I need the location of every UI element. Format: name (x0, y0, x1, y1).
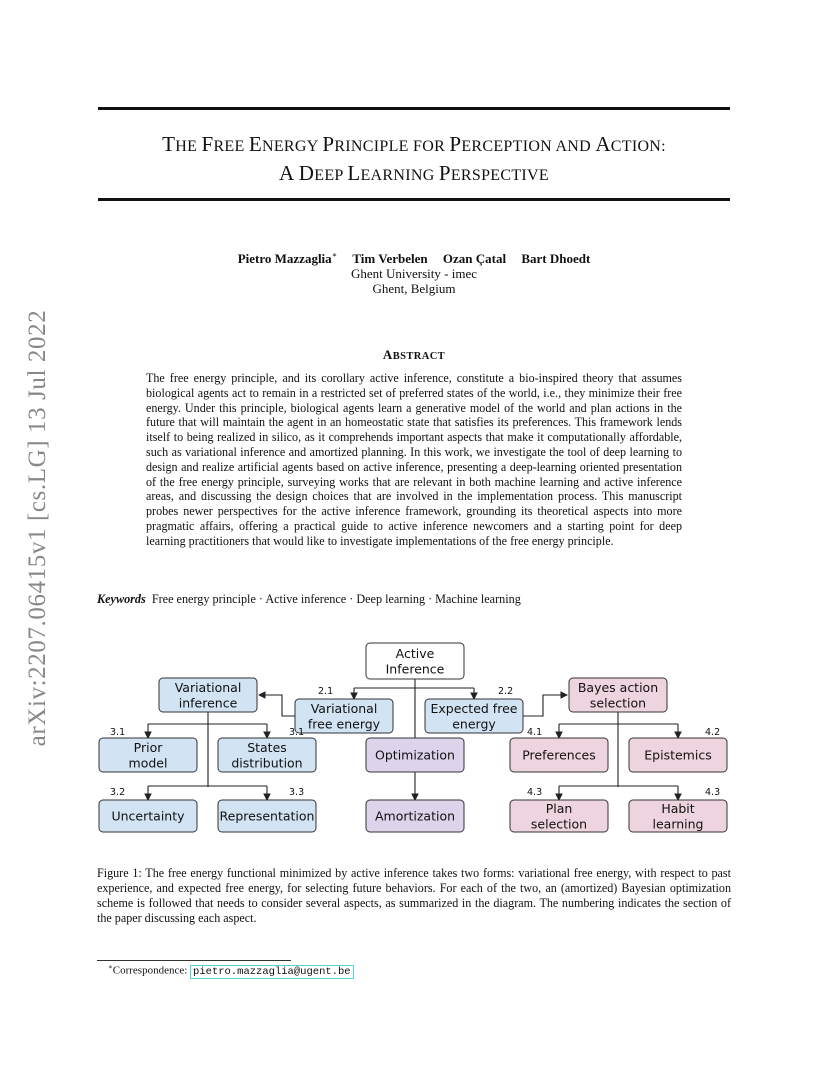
title-capital: F (201, 132, 214, 156)
section-number-efe: 2.2 (498, 686, 514, 697)
title-capital: D (298, 161, 315, 185)
section-number-vfe: 2.1 (318, 686, 334, 697)
node-label: free energy (307, 716, 381, 732)
node-variational-free-energy (295, 699, 393, 733)
node-active-inference (366, 643, 464, 679)
author-names (98, 248, 730, 266)
title-smallcaps: ERCEPTION AND (461, 138, 596, 155)
title-capital: P (438, 161, 451, 185)
node-states-distribution (218, 738, 316, 772)
node-epistemics (629, 738, 727, 772)
title-smallcaps: RINCIPLE FOR (334, 138, 450, 155)
title-line-2 (98, 160, 730, 189)
section-number-epistemics: 4.2 (705, 727, 721, 738)
author-block (98, 248, 730, 296)
abstract-heading: ABSTRACT (382, 347, 446, 362)
node-label: Preferences (522, 747, 596, 763)
diagram-svg (96, 640, 736, 840)
node-label: Optimization (375, 747, 455, 763)
title-smallcaps: EARNING (360, 167, 439, 184)
node-label: Variational (174, 679, 242, 695)
section-number-prior: 3.1 (110, 727, 126, 738)
node-habit-learning (629, 800, 727, 832)
title-capital: P (449, 132, 462, 156)
section-number-plan: 4.3 (527, 787, 543, 798)
node-variational-inference (159, 678, 257, 712)
node-label: model (128, 755, 168, 771)
section-number-representation: 3.3 (289, 787, 305, 798)
node-label: selection (589, 695, 647, 711)
title-smallcaps: REE (213, 138, 249, 155)
node-representation (218, 800, 316, 832)
node-label: Epistemics (644, 747, 712, 763)
title-capital: P (322, 132, 335, 156)
arxiv-id: arXiv:2207.06415v1 [cs.LG] 13 Jul 2022 (24, 309, 51, 747)
node-label: selection (530, 816, 588, 832)
title-smallcaps: CTION: (610, 138, 666, 155)
node-amortization (366, 800, 464, 832)
section-number-uncertainty: 3.2 (110, 787, 126, 798)
footnote-rule (97, 960, 291, 961)
node-label: distribution (231, 755, 303, 771)
title-capital: E (248, 132, 262, 156)
author-name: Bart Dhoedt (521, 251, 591, 267)
node-label: learning (652, 816, 704, 832)
node-bayes-action-selection (569, 678, 667, 712)
title-rule-bottom (98, 198, 730, 201)
node-preferences (510, 738, 608, 772)
node-label: Prior (133, 739, 163, 755)
title-line-1 (98, 131, 730, 160)
section-number-habit: 4.3 (705, 787, 721, 798)
node-uncertainty (99, 800, 197, 832)
node-label: Active (395, 645, 435, 661)
title-smallcaps: EEP (314, 167, 348, 184)
section-number-preferences: 4.1 (527, 727, 543, 738)
author-name: Tim Verbelen (352, 251, 428, 267)
node-label: inference (178, 695, 238, 711)
arxiv-sidebar-stamp (18, 298, 58, 758)
affiliation: Ghent University - imec (351, 266, 477, 282)
keywords-text: Free energy principle · Active inference · Deep learning · Machine learning (151, 592, 521, 606)
node-label: States (247, 739, 287, 755)
keywords (97, 592, 521, 607)
title-capital: A (595, 132, 611, 156)
title-smallcaps: NERGY (262, 138, 323, 155)
keywords-label: Keywords (97, 592, 146, 606)
node-label: Variational (310, 700, 378, 716)
author-name: Pietro Mazzaglia∗ (237, 251, 338, 267)
node-label: energy (452, 716, 496, 732)
diagram-connector (259, 695, 295, 716)
node-label: Inference (385, 661, 445, 677)
abstract-text: The free energy principle, and its corollary active inference, constitute a bio-inspired theory that assumes biological agents act to remain in a restricted set of preferred states of the world, i.e., they minimize their free energy. Under this principle, biological agents learn a generative model of the world and plan actions in the future that will maintain the agent in an homeostatic state that satisfies its preferences. This framework lends itself to being realized in silico, as it comprehends important aspects that make it computationally affordable, such as variational inference and amortized planning. In this work, we investigate the tool of deep learning to design and realize artificial agents based on active inference, presenting a deep-learning oriented presentation of the free energy principle, surveying works that are relevant in both machine learning and active inference areas, and discussing the design choices that are involved in the implementation process. This manuscript probes newer perspectives for the active inference framework, grounding its theoretical aspects into more pragmatic affairs, offering a practical guide to active inference newcomers and a starting point for deep learning practitioners that would like to investigate implementations of the free energy principle. (146, 371, 682, 548)
title-smallcaps: HE (175, 138, 202, 155)
email-link[interactable]: pietro.mazzaglia@ugent.be (190, 965, 354, 979)
node-label: Expected free (430, 700, 518, 716)
node-label: Bayes action (577, 679, 659, 695)
title-rule-top (98, 107, 730, 110)
node-label: Representation (219, 808, 315, 824)
figure-diagram (96, 640, 736, 845)
diagram-connector (523, 695, 567, 716)
node-expected-free-energy (425, 699, 523, 733)
title-capital: A (279, 161, 295, 185)
node-label: Habit (661, 800, 695, 816)
location: Ghent, Belgium (372, 281, 456, 297)
node-label: Amortization (374, 808, 456, 824)
author-name: Ozan Çatal (442, 251, 507, 267)
node-label: Plan (545, 800, 573, 816)
node-prior-model (99, 738, 197, 772)
node-optimization (366, 738, 464, 772)
node-plan-selection (510, 800, 608, 832)
footnote: ∗Correspondence: pietro.mazzaglia@ugent.be (108, 963, 354, 978)
title-capital: T (162, 132, 176, 156)
section-number-states: 3.1 (289, 727, 305, 738)
paper-title (98, 131, 730, 189)
node-label: Uncertainty (111, 808, 185, 824)
figure-caption: Figure 1: The free energy functional minimized by active inference takes two forms: variational free energy, with respect to past experience, and expected free energy, for selecting future behaviors. For each of the two, an (amortized) Bayesian optimization scheme is followed that needs to consider several aspects, as summarized in the diagram. The numbering indicates the section of the paper discussing each aspect. (97, 866, 731, 925)
title-smallcaps: ERSPECTIVE (450, 167, 549, 184)
title-capital: L (347, 161, 361, 185)
